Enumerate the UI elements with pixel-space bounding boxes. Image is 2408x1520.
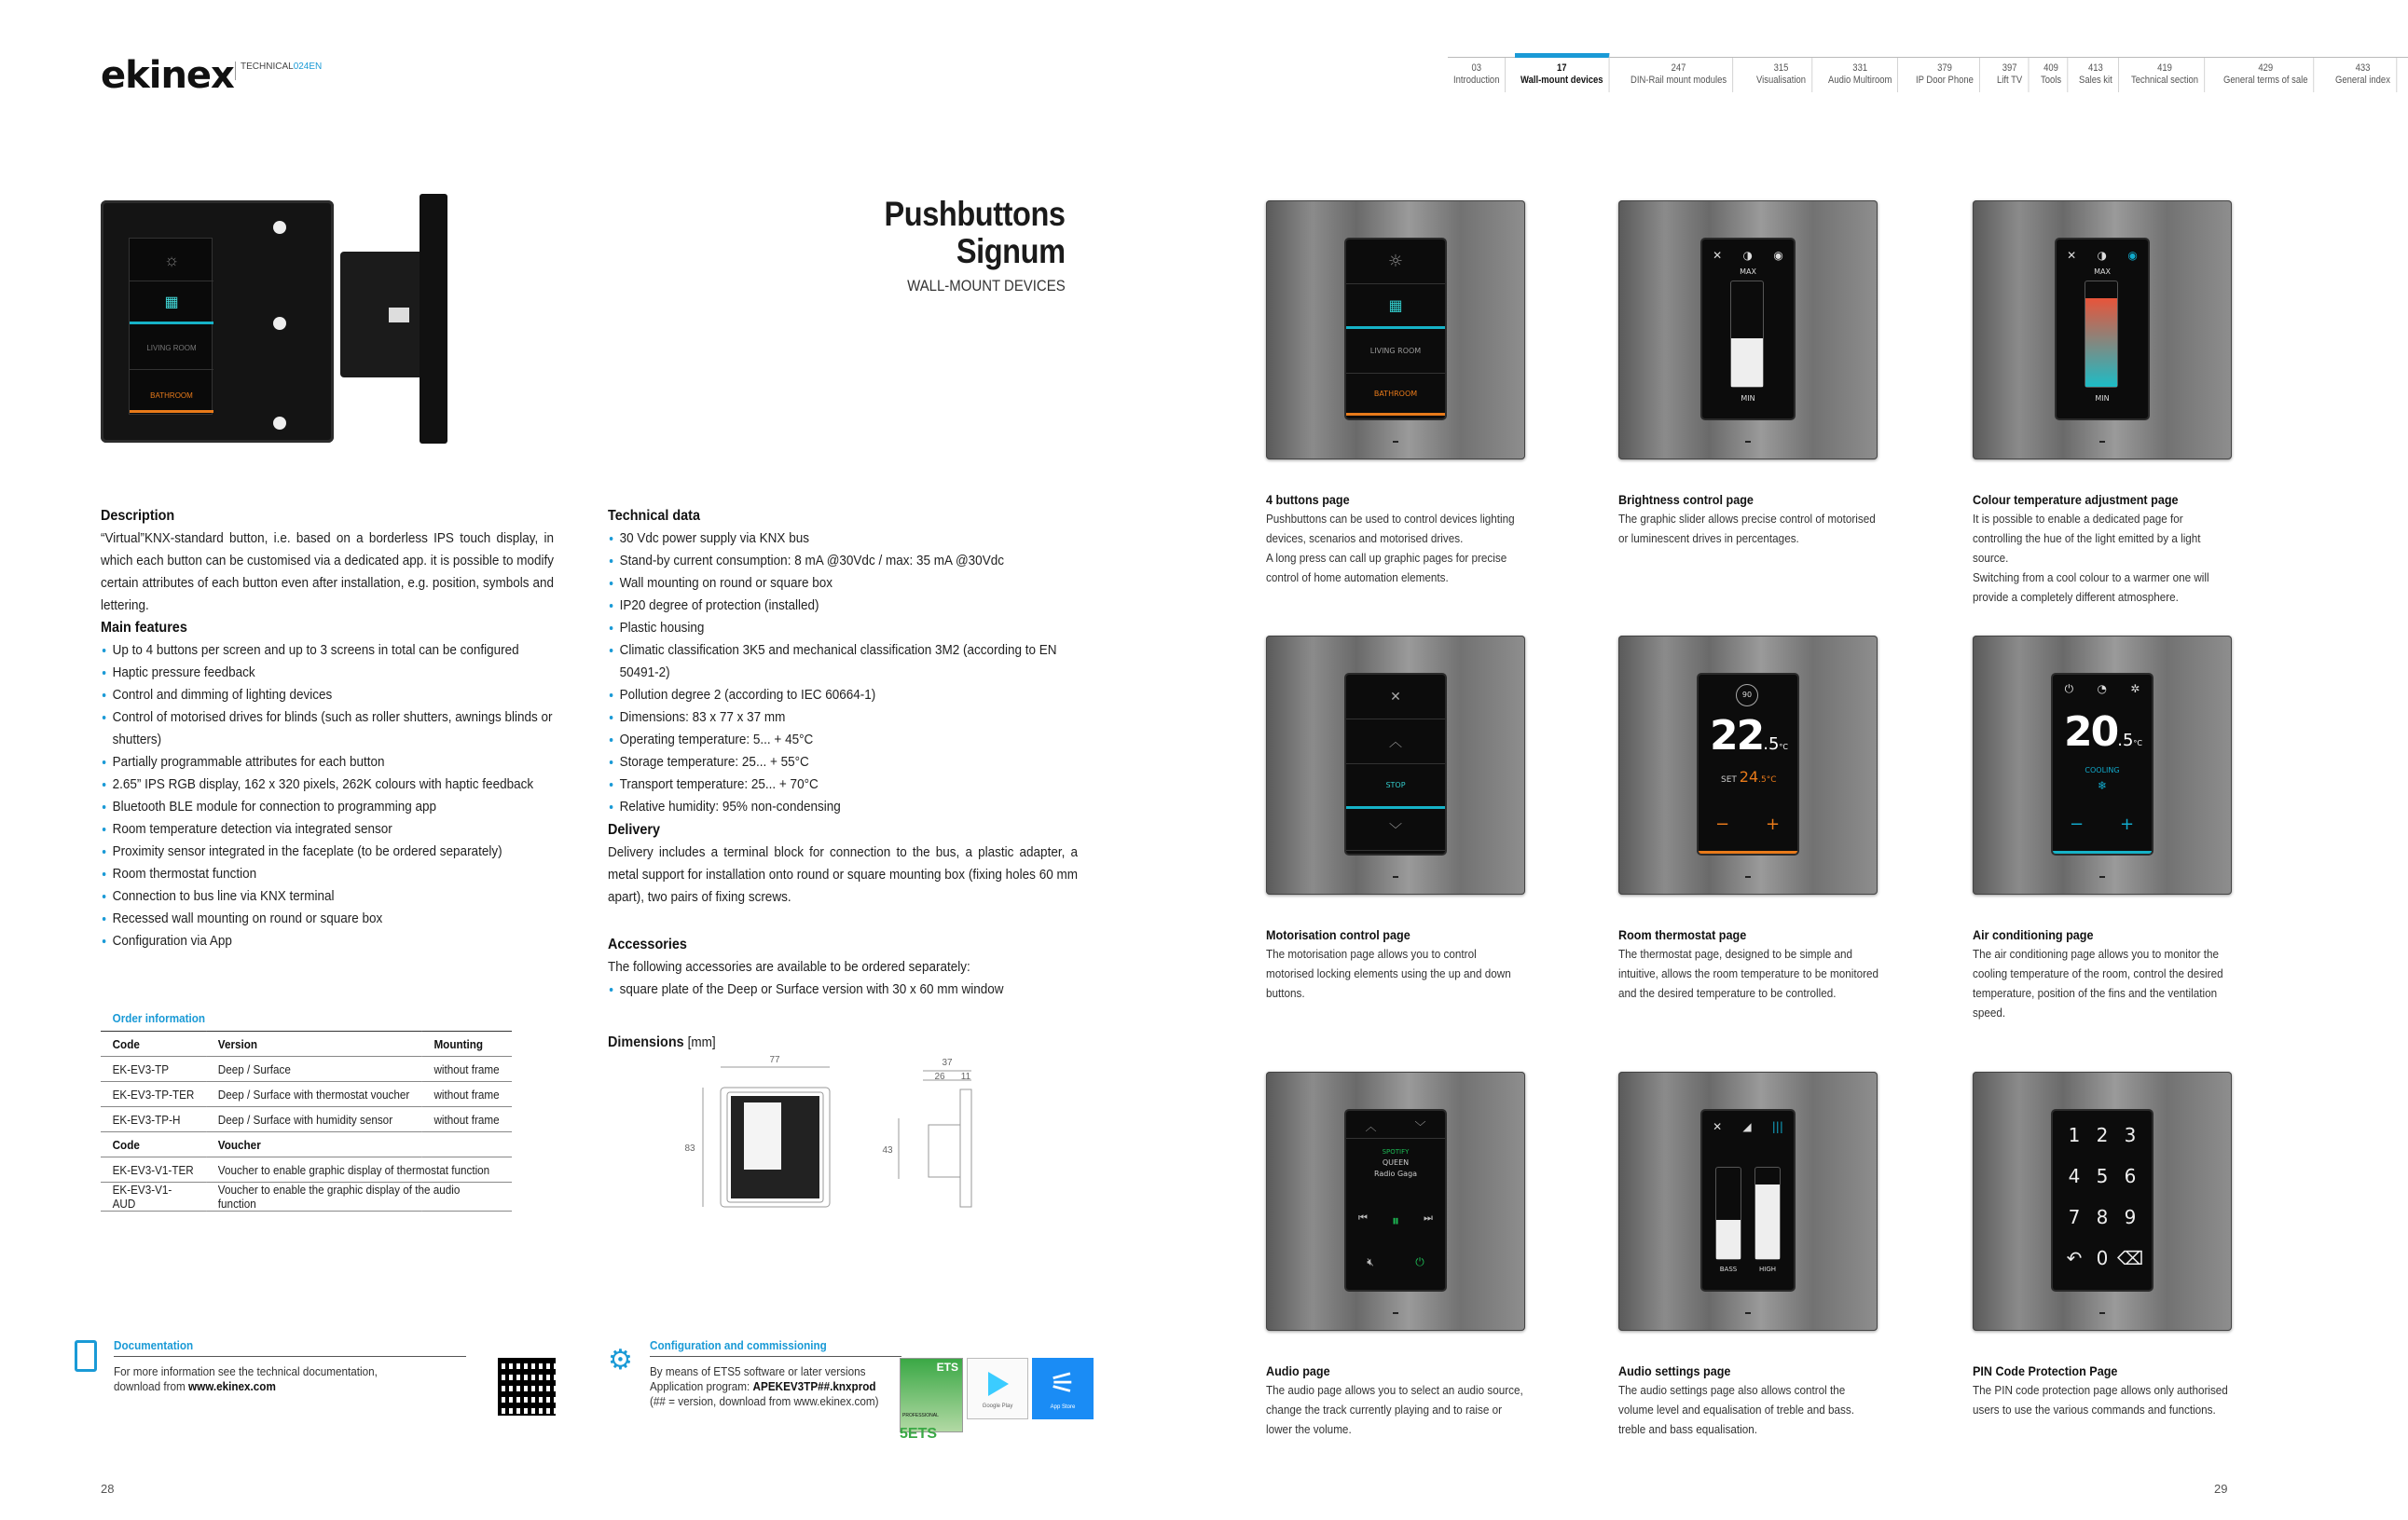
cell-code: EK-EV3-V1-TER bbox=[101, 1157, 206, 1183]
documentation-text: For more information see the technical documentation, bbox=[114, 1364, 378, 1378]
caption-text: It is possible to enable a dedicated page for controlling the hue of the light emitted by a light source. Switching from a cool colour to a warmer one will provide a completely different atmosphere. bbox=[1973, 512, 2209, 604]
slider-fill bbox=[1731, 338, 1763, 387]
documentation-section bbox=[114, 1338, 466, 1394]
table-row bbox=[101, 1057, 512, 1082]
audio-nav bbox=[1346, 1111, 1445, 1139]
cell-mounting: without frame bbox=[422, 1107, 512, 1132]
caption-4-buttons bbox=[1266, 490, 1526, 587]
caption-heading: Audio page bbox=[1266, 1363, 1330, 1378]
title-line-1: Pushbuttons bbox=[884, 195, 1066, 233]
nav-number: 433 bbox=[2355, 62, 2371, 74]
page-number-right: 29 bbox=[2214, 1482, 2228, 1496]
list-item: Bluetooth BLE module for connection to programming app bbox=[101, 796, 554, 818]
config-heading: Configuration and commissioning bbox=[650, 1338, 901, 1357]
pause-icon[interactable]: ⏸ bbox=[1391, 1212, 1399, 1229]
color-icon: ◉ bbox=[2127, 249, 2138, 262]
bathroom-label: BATHROOM bbox=[1346, 374, 1445, 416]
nav-label: Introduction bbox=[1453, 75, 1500, 86]
min-label: MIN bbox=[2095, 394, 2110, 403]
ets5-badge bbox=[900, 1358, 963, 1432]
nav-item[interactable] bbox=[2073, 58, 2119, 92]
display bbox=[2053, 1111, 2152, 1290]
power-icon: ⏻ bbox=[2064, 682, 2074, 695]
mute-icon[interactable]: 🔇︎ bbox=[1367, 1255, 1374, 1268]
nav-number: 379 bbox=[1937, 62, 1953, 74]
caption-text: The motorisation page allows you to control motorised locking elements using the up and down buttons. bbox=[1266, 947, 1511, 1000]
description-text: “Virtual”KNX-standard button, i.e. based on a borderless IPS touch display, in which each button can be customised via a dedicated app. it is possible to modify certain attributes of each button even after installation, e.g. position, symbols and lettering. bbox=[101, 530, 554, 613]
list-item: Climatic classification 3K5 and mechanical classification 3M2 (according to EN 50491-2) bbox=[608, 639, 1078, 684]
caption-heading: PIN Code Protection Page bbox=[1973, 1363, 2118, 1378]
pin-key[interactable]: 7 bbox=[2068, 1206, 2081, 1228]
cell-voucher: Voucher to enable graphic display of thermostat function bbox=[206, 1157, 512, 1183]
caption-heading: Air conditioning page bbox=[1973, 927, 2094, 942]
pin-key[interactable]: 2 bbox=[2096, 1124, 2109, 1146]
nav-label: Lift TV bbox=[1997, 75, 2023, 86]
chevron-down-icon: ﹀ bbox=[1414, 1120, 1426, 1133]
side-plate bbox=[960, 1089, 971, 1207]
height2-value: 43 bbox=[882, 1145, 893, 1156]
volume-icon: ◢ bbox=[1742, 1120, 1752, 1133]
cell-version: Deep / Surface bbox=[206, 1057, 422, 1082]
volume-controls bbox=[1346, 1255, 1445, 1269]
depth-value: 37 bbox=[942, 1058, 953, 1068]
table-row bbox=[101, 1107, 512, 1132]
cooling-label: COOLING bbox=[2085, 766, 2120, 774]
pin-key[interactable]: 8 bbox=[2096, 1206, 2109, 1228]
display bbox=[2053, 675, 2152, 854]
side-body bbox=[929, 1125, 960, 1177]
treble-fill bbox=[1755, 1185, 1780, 1259]
program-name: APEKEV3TP##.knxprod bbox=[752, 1379, 876, 1393]
blind-icon: ▦ bbox=[130, 281, 213, 324]
contrast-icon: ◑ bbox=[2097, 249, 2108, 262]
nav-item[interactable] bbox=[1448, 58, 1506, 92]
nav-item[interactable] bbox=[2218, 58, 2314, 92]
nav-item[interactable] bbox=[1823, 58, 1898, 92]
app-store-label: App Store bbox=[1050, 1404, 1076, 1410]
colour-toolbar bbox=[2057, 240, 2148, 262]
nav-number: 413 bbox=[2087, 62, 2103, 74]
list-item: Dimensions: 83 x 77 x 37 mm bbox=[608, 706, 1078, 729]
list-item: Control and dimming of lighting devices bbox=[101, 684, 554, 706]
ac-temperature bbox=[2064, 708, 2142, 756]
dimensions-title: Dimensions bbox=[608, 1034, 684, 1050]
close-icon: ✕ bbox=[1713, 1120, 1723, 1133]
page-title bbox=[885, 196, 1066, 270]
col-code: Code bbox=[101, 1032, 206, 1057]
display bbox=[1346, 240, 1445, 418]
list-item: Recessed wall mounting on round or square box bbox=[101, 908, 554, 930]
description-heading: Description bbox=[101, 508, 175, 524]
list-item: Plastic housing bbox=[608, 617, 1078, 639]
cell-voucher: Voucher to enable the graphic display of the audio function bbox=[206, 1183, 512, 1212]
nav-label: Wall-mount devices bbox=[1520, 75, 1603, 86]
nav-item[interactable] bbox=[1991, 58, 2029, 92]
list-item: Room temperature detection via integrated sensor bbox=[101, 818, 554, 841]
list-item: 2.65” IPS RGB display, 162 x 320 pixels, 262K colours with haptic feedback bbox=[101, 774, 554, 796]
documentation-heading: Documentation bbox=[114, 1338, 466, 1357]
max-label: MAX bbox=[1740, 267, 1756, 276]
track-label: Radio Gaga bbox=[1373, 1170, 1418, 1178]
min-label: MIN bbox=[1741, 394, 1755, 403]
caption-audio bbox=[1266, 1362, 1526, 1439]
set-label: SET bbox=[1721, 775, 1737, 785]
ets-label: ETS bbox=[936, 1361, 958, 1374]
width-value: 77 bbox=[769, 1055, 780, 1065]
nav-item[interactable] bbox=[2035, 58, 2068, 92]
caption-colour bbox=[1973, 490, 2233, 607]
screen-audio bbox=[1266, 1072, 1525, 1331]
blind-icon: ▦ bbox=[1346, 284, 1445, 329]
ets5-label: 5ETS bbox=[900, 1426, 938, 1442]
nav-number: 331 bbox=[1852, 62, 1867, 74]
caption-motorisation bbox=[1266, 925, 1526, 1003]
next-icon[interactable]: ⏭ bbox=[1424, 1212, 1433, 1224]
caption-heading: 4 buttons page bbox=[1266, 492, 1350, 507]
page-subtitle: WALL-MOUNT DEVICES bbox=[907, 277, 1066, 294]
dimension-drawing bbox=[671, 1048, 1044, 1244]
caption-brightness bbox=[1618, 490, 1878, 548]
display-area bbox=[129, 238, 213, 415]
product-front-image bbox=[101, 200, 334, 443]
color-icon: ◉ bbox=[1773, 249, 1783, 262]
fan-icon: ✲ bbox=[2130, 682, 2140, 695]
col-voucher: Voucher bbox=[206, 1132, 512, 1157]
table-row bbox=[101, 1157, 512, 1183]
treble-slider[interactable] bbox=[1754, 1167, 1781, 1260]
delivery-text: Delivery includes a terminal block for connection to the bus, a plastic adapter, a metal support for installation onto round or square mounting box (fixing holes 60 mm apart), two pairs of fixing screws. bbox=[608, 844, 1078, 905]
list-item: Stand-by current consumption: 8 mA @30Vdc / max: 35 mA @30Vdc bbox=[608, 550, 1078, 572]
setpoint bbox=[1721, 768, 1777, 786]
config-line-2 bbox=[650, 1379, 901, 1394]
plus-button[interactable]: + bbox=[2120, 815, 2135, 834]
nav-number: 429 bbox=[2258, 62, 2273, 74]
program-prefix: Application program: bbox=[650, 1379, 753, 1393]
accessories-text: The following accessories are available to be ordered separately: bbox=[608, 959, 970, 975]
nav-number: 315 bbox=[1773, 62, 1789, 74]
caption-text: The air conditioning page allows you to monitor the cooling temperature of the room, control the desired temperature, position of the fins and the ventilation speed. bbox=[1973, 947, 2223, 1020]
stop-button[interactable]: STOP bbox=[1346, 764, 1445, 809]
screen-air-conditioning bbox=[1973, 636, 2232, 895]
screen-thermostat bbox=[1618, 636, 1878, 895]
display bbox=[1699, 675, 1797, 854]
accessories-section bbox=[608, 937, 1078, 1001]
technical-data-list bbox=[608, 527, 1078, 818]
nav-label: General terms of sale bbox=[2222, 75, 2308, 86]
dimensions-unit: [mm] bbox=[687, 1034, 716, 1050]
product-side-image bbox=[340, 252, 424, 377]
current-temperature bbox=[1710, 712, 1788, 760]
display bbox=[1702, 240, 1794, 418]
nav-number: 03 bbox=[1471, 62, 1481, 74]
documentation-link-line bbox=[114, 1379, 466, 1394]
equalizer-icon: ||| bbox=[1771, 1120, 1783, 1133]
sun-icon: ☼ bbox=[130, 239, 213, 281]
nav-item[interactable] bbox=[2126, 58, 2205, 92]
config-line-1: By means of ETS5 software or later versions bbox=[650, 1364, 866, 1378]
play-icon bbox=[988, 1372, 1009, 1396]
temp-decimal: .5 bbox=[1763, 734, 1780, 754]
living-room-label: LIVING ROOM bbox=[130, 327, 213, 370]
caption-air-conditioning bbox=[1973, 925, 2233, 1022]
contrast-icon: ◑ bbox=[1742, 249, 1754, 262]
bass-slider[interactable] bbox=[1715, 1167, 1741, 1260]
ets-sub-label: PROFESSIONAL bbox=[902, 1413, 939, 1418]
pin-key[interactable]: 5 bbox=[2096, 1165, 2109, 1187]
cell-version: Deep / Surface with humidity sensor bbox=[206, 1107, 422, 1132]
table-row bbox=[101, 1183, 512, 1212]
display bbox=[1346, 1111, 1445, 1290]
chevron-down-icon: ﹀ bbox=[1346, 809, 1445, 851]
tech-prefix: TECHNICAL bbox=[241, 62, 294, 72]
app-store-icon: ⚟ bbox=[1049, 1366, 1077, 1400]
caption-text: The audio page allows you to select an audio source, change the track currently playing and to raise or lower the volume. bbox=[1266, 1383, 1523, 1436]
display bbox=[2057, 240, 2148, 418]
sun-icon: ☼ bbox=[1346, 240, 1445, 284]
thermo-badge: 90 bbox=[1736, 684, 1758, 706]
ekinex-logo: ekinex bbox=[101, 54, 234, 97]
product-side-plate bbox=[420, 194, 447, 444]
temp-value: 20 bbox=[2064, 708, 2118, 756]
technical-data-section bbox=[608, 508, 1078, 818]
bathroom-label: BATHROOM bbox=[130, 370, 213, 413]
caption-text: The graphic slider allows precise control of motorised or luminescent drives in percentages. bbox=[1618, 512, 1876, 545]
technical-code bbox=[241, 62, 322, 72]
download-prefix: download from bbox=[114, 1379, 189, 1393]
pin-key[interactable]: ↶ bbox=[2066, 1247, 2083, 1269]
col-mounting: Mounting bbox=[422, 1032, 512, 1057]
pin-key[interactable]: ⌫ bbox=[2116, 1247, 2144, 1269]
living-room-label: LIVING ROOM bbox=[1346, 329, 1445, 374]
screen-audio-settings bbox=[1618, 1072, 1878, 1331]
config-line-3: (## = version, download from www.ekinex.com) bbox=[650, 1394, 879, 1408]
list-item: Configuration via App bbox=[101, 930, 554, 952]
depth2-value: 11 bbox=[960, 1072, 971, 1082]
temp-value: 22 bbox=[1710, 712, 1764, 760]
screw-hole bbox=[273, 221, 286, 234]
gear-icon: ⚙ bbox=[608, 1345, 633, 1376]
nav-item[interactable] bbox=[1751, 58, 1812, 92]
main-features-section bbox=[101, 620, 554, 952]
nav-label: Visualisation bbox=[1756, 75, 1807, 86]
set-value: 24 bbox=[1739, 768, 1759, 786]
list-item: Control of motorised drives for blinds (such as roller shutters, awnings blinds or shutters) bbox=[101, 706, 554, 751]
delivery-heading: Delivery bbox=[608, 822, 661, 838]
tech-code: 024EN bbox=[293, 62, 323, 72]
col-code: Code bbox=[101, 1132, 206, 1157]
close-icon: ✕ bbox=[2067, 249, 2077, 262]
minus-button[interactable]: − bbox=[2070, 815, 2085, 834]
accessories-list bbox=[608, 979, 1078, 1001]
list-item: Transport temperature: 25... + 70°C bbox=[608, 774, 1078, 796]
slider-fill bbox=[2085, 298, 2117, 387]
brightness-slider[interactable] bbox=[1730, 281, 1764, 388]
cell-mounting: without frame bbox=[422, 1057, 512, 1082]
audio-settings-toolbar bbox=[1702, 1111, 1794, 1133]
bass-fill bbox=[1716, 1220, 1741, 1259]
pin-key[interactable]: 1 bbox=[2068, 1124, 2081, 1146]
order-table bbox=[101, 1031, 512, 1212]
list-item: Room thermostat function bbox=[101, 863, 554, 885]
caption-heading: Audio settings page bbox=[1618, 1363, 1731, 1378]
cell-version: Deep / Surface with thermostat voucher bbox=[206, 1082, 422, 1107]
list-item: Connection to bus line via KNX terminal bbox=[101, 885, 554, 908]
section-navigation bbox=[1448, 57, 2408, 92]
description-section bbox=[101, 508, 554, 617]
page-number-left: 28 bbox=[101, 1482, 115, 1496]
nav-label: Sales kit bbox=[2078, 75, 2112, 86]
technical-data-heading: Technical data bbox=[608, 508, 700, 524]
list-item: Proximity sensor integrated in the faceplate (to be ordered separately) bbox=[101, 841, 554, 863]
temp-unit: °C bbox=[2133, 739, 2143, 747]
ac-toolbar bbox=[2053, 675, 2152, 696]
close-icon: ✕ bbox=[1346, 675, 1445, 719]
cell-code: EK-EV3-TP-TER bbox=[101, 1082, 206, 1107]
caption-heading: Motorisation control page bbox=[1266, 927, 1410, 942]
screw-hole bbox=[273, 317, 286, 330]
order-information bbox=[101, 1011, 512, 1212]
caption-text: Pushbuttons can be used to control devices lighting devices, scenarios and motorised drives. A long press can call up graphic pages for precise control of home automation elements. bbox=[1266, 512, 1515, 584]
chevron-up-icon: ︿ bbox=[1346, 719, 1445, 764]
screw-hole bbox=[273, 417, 286, 430]
caption-heading: Brightness control page bbox=[1618, 492, 1754, 507]
screen-4-buttons bbox=[1266, 200, 1525, 459]
chevron-up-icon: ︿ bbox=[1365, 1120, 1377, 1133]
caption-audio-settings bbox=[1618, 1362, 1878, 1439]
list-item: 30 Vdc power supply via KNX bus bbox=[608, 527, 1078, 550]
artist-label: QUEEN bbox=[1382, 1158, 1410, 1167]
caption-heading: Room thermostat page bbox=[1618, 927, 1747, 942]
screen-brightness bbox=[1618, 200, 1878, 459]
pin-key[interactable]: 3 bbox=[2124, 1124, 2137, 1146]
nav-item[interactable] bbox=[2330, 58, 2397, 92]
list-item: Haptic pressure feedback bbox=[101, 662, 554, 684]
document-icon bbox=[75, 1340, 97, 1372]
pin-key[interactable]: 0 bbox=[2096, 1247, 2109, 1269]
qr-code bbox=[498, 1358, 556, 1416]
pin-key[interactable]: 6 bbox=[2124, 1165, 2137, 1187]
screen-motorisation bbox=[1266, 636, 1525, 895]
table-header-row bbox=[101, 1032, 512, 1057]
nav-item[interactable] bbox=[1515, 53, 1609, 92]
app-store-badge[interactable] bbox=[1032, 1358, 1094, 1419]
logo-divider bbox=[235, 62, 236, 80]
cell-mounting: without frame bbox=[422, 1082, 512, 1107]
max-label: MAX bbox=[2094, 267, 2111, 276]
screen-pin-code bbox=[1973, 1072, 2232, 1331]
previous-icon[interactable]: ⏮ bbox=[1358, 1212, 1368, 1224]
nav-number: 397 bbox=[2002, 62, 2017, 74]
nav-number: 419 bbox=[2157, 62, 2173, 74]
nav-label: General index bbox=[2335, 75, 2390, 86]
table-row bbox=[101, 1082, 512, 1107]
temp-decimal: .5 bbox=[2117, 731, 2134, 750]
set-decimal: .5°C bbox=[1758, 775, 1777, 785]
delivery-section bbox=[608, 822, 1078, 909]
caption-text: The thermostat page, designed to be simple and intuitive, allows the room temperature to be monitored and the desired temperature to be controlled. bbox=[1618, 947, 1878, 1000]
caption-text: The PIN code protection page allows only authorised users to use the various commands and functions. bbox=[1973, 1383, 2228, 1417]
screen-colour-temperature bbox=[1973, 200, 2232, 459]
config-section bbox=[650, 1338, 901, 1409]
caption-pin-code bbox=[1973, 1362, 2233, 1419]
ekinex-link[interactable]: www.ekinex.com bbox=[188, 1379, 276, 1393]
nav-label: Audio Multiroom bbox=[1827, 75, 1892, 86]
depth1-value: 26 bbox=[934, 1072, 945, 1082]
bass-label: BASS bbox=[1719, 1266, 1738, 1273]
nav-number: 409 bbox=[2043, 62, 2058, 74]
transport-controls bbox=[1346, 1212, 1445, 1230]
source-label: SPOTIFY bbox=[1382, 1148, 1410, 1156]
display bbox=[1702, 1111, 1794, 1290]
list-item: Wall mounting on round or square box bbox=[608, 572, 1078, 595]
cell-code: EK-EV3-TP bbox=[101, 1057, 206, 1082]
pin-keypad bbox=[2053, 1111, 2152, 1282]
pin-key[interactable]: 9 bbox=[2124, 1206, 2137, 1228]
google-play-label: Google Play bbox=[982, 1404, 1013, 1409]
high-label: HIGH bbox=[1758, 1266, 1777, 1273]
order-heading: Order information bbox=[112, 1011, 206, 1025]
snowflake-icon: ❄ bbox=[2097, 779, 2108, 792]
col-version: Version bbox=[206, 1032, 422, 1057]
cell-code: EK-EV3-V1-AUD bbox=[101, 1183, 206, 1212]
list-item: Storage temperature: 25... + 55°C bbox=[608, 751, 1078, 774]
close-icon: ✕ bbox=[1713, 249, 1723, 262]
table-header-row bbox=[101, 1132, 512, 1157]
accessories-heading: Accessories bbox=[608, 937, 687, 952]
power-icon[interactable]: ⏻ bbox=[1415, 1255, 1424, 1268]
height-value: 83 bbox=[684, 1143, 695, 1154]
nav-label: IP Door Phone bbox=[1916, 75, 1975, 86]
colour-slider[interactable] bbox=[2085, 281, 2118, 388]
pin-key[interactable]: 4 bbox=[2068, 1165, 2081, 1187]
nav-label: DIN-Rail mount modules bbox=[1631, 75, 1727, 86]
nav-item[interactable] bbox=[1625, 58, 1733, 92]
fins-icon: ◔ bbox=[2097, 682, 2107, 695]
title-line-2: Signum bbox=[956, 232, 1066, 270]
clip bbox=[389, 308, 409, 322]
caption-text: The audio settings page also allows control the volume level and equalisation of treble and bass. treble and bass equalisation. bbox=[1618, 1383, 1855, 1436]
nav-label: Technical section bbox=[2131, 75, 2199, 86]
list-item: Pollution degree 2 (according to IEC 60664-1) bbox=[608, 684, 1078, 706]
main-features-list bbox=[101, 639, 554, 952]
nav-label: Tools bbox=[2040, 75, 2061, 86]
caption-heading: Colour temperature adjustment page bbox=[1973, 492, 2179, 507]
list-item: square plate of the Deep or Surface version with 30 x 60 mm window bbox=[608, 979, 1078, 1001]
plus-button[interactable]: + bbox=[1766, 815, 1781, 834]
brightness-toolbar bbox=[1702, 240, 1794, 262]
temp-unit: °C bbox=[1779, 743, 1789, 751]
google-play-badge[interactable] bbox=[967, 1358, 1028, 1419]
cell-code: EK-EV3-TP-H bbox=[101, 1107, 206, 1132]
display bbox=[1346, 675, 1445, 854]
main-features-heading: Main features bbox=[101, 620, 187, 636]
nav-number: 247 bbox=[1672, 62, 1686, 74]
list-item: Partially programmable attributes for each button bbox=[101, 751, 554, 774]
front-display bbox=[744, 1102, 781, 1170]
list-item: IP20 degree of protection (installed) bbox=[608, 595, 1078, 617]
list-item: Operating temperature: 5... + 45°C bbox=[608, 729, 1078, 751]
nav-number: 17 bbox=[1557, 62, 1568, 74]
nav-item[interactable] bbox=[1910, 58, 1980, 92]
caption-thermostat bbox=[1618, 925, 1878, 1003]
minus-button[interactable]: − bbox=[1715, 815, 1730, 834]
list-item: Up to 4 buttons per screen and up to 3 screens in total can be configured bbox=[101, 639, 554, 662]
list-item: Relative humidity: 95% non-condensing bbox=[608, 796, 1078, 818]
